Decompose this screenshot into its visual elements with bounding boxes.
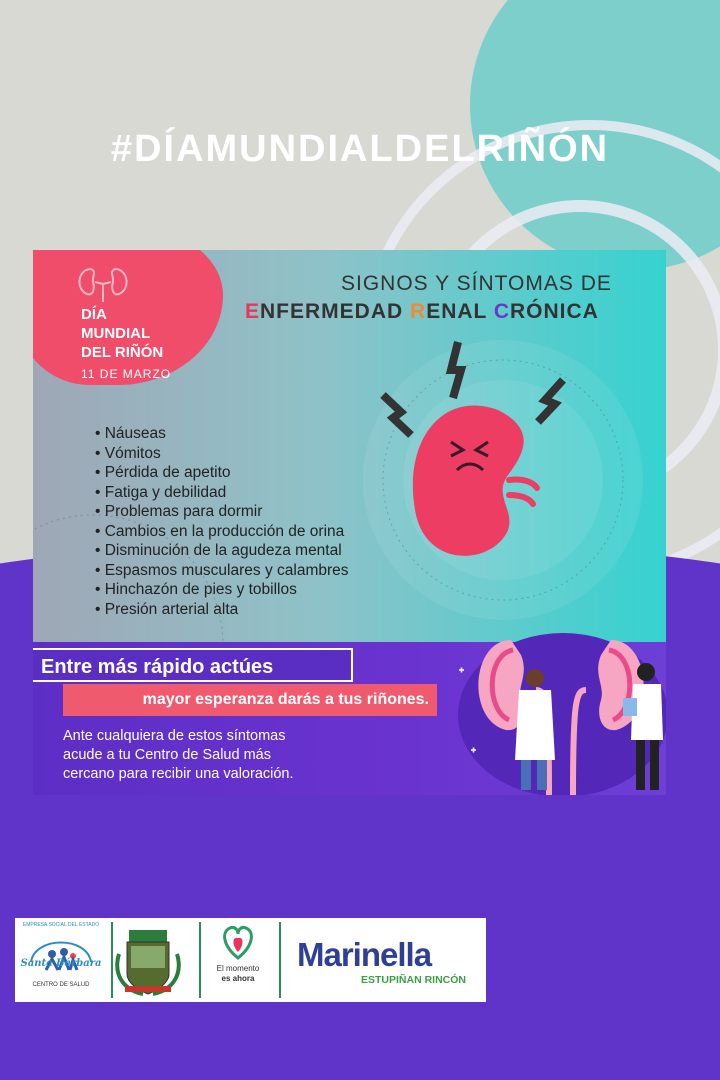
symptoms-list	[95, 424, 349, 619]
title-letter-r: R	[410, 300, 427, 323]
day-badge	[81, 305, 171, 384]
title-word-renal: ENAL	[426, 300, 494, 323]
cta-line-3: cercano para recibir una valoración.	[63, 766, 294, 782]
badge-line-1: DÍA	[81, 306, 107, 323]
momento-line-1: El momento	[216, 964, 260, 973]
title-line-1: SIGNOS Y SÍNTOMAS DE	[341, 272, 612, 295]
hashtag-title: #DÍAMUNDIALDELRIÑÓN	[110, 128, 610, 170]
title-word-cronica: RÓNICA	[509, 300, 599, 323]
list-item: • Hinchazón de pies y tobillos	[95, 580, 349, 600]
list-item: • Pérdida de apetito	[95, 463, 349, 483]
badge-line-3: DEL RIÑÓN	[81, 344, 164, 361]
cta-line-1: Ante cualquiera de estos síntomas	[63, 728, 286, 744]
list-item: • Vómitos	[95, 444, 349, 464]
title-letter-c: C	[493, 300, 510, 323]
title-word-enfermedad: NFERMEDAD	[260, 300, 411, 323]
list-item: • Presión arterial alta	[95, 600, 349, 620]
list-item: • Náuseas	[95, 424, 349, 444]
list-item: • Fatiga y debilidad	[95, 483, 349, 503]
heart-leaf-logo	[221, 924, 255, 960]
badge-date: 11 DE MARZO	[81, 367, 172, 381]
santa-barbara-sub: CENTRO DE SALUD	[32, 982, 90, 988]
santa-barbara-name: Santa Bárbara	[20, 958, 102, 969]
doctors-illustration	[451, 620, 666, 795]
badge-line-2: MUNDIAL	[81, 325, 151, 342]
logo-divider	[279, 922, 281, 998]
marinella-wordmark: Marinella	[297, 936, 432, 973]
logo-divider	[199, 922, 201, 998]
list-item: • Cambios en la producción de orina	[95, 522, 349, 542]
banner-secondary: mayor esperanza darás a tus riñones.	[63, 684, 437, 716]
kidneys-outline-icon	[73, 264, 133, 304]
call-to-action-text	[63, 727, 294, 784]
cta-line-2: acude a tu Centro de Salud más	[63, 747, 271, 763]
list-item: • Espasmos musculares y calambres	[95, 561, 349, 581]
santa-barbara-top: EMPRESA SOCIAL DEL ESTADO	[22, 922, 100, 928]
sick-kidney-illustration	[323, 330, 623, 570]
list-item: • Disminución de la agudeza mental	[95, 541, 349, 561]
title-letter-e: E	[245, 300, 261, 323]
estupinan-wordmark: ESTUPIÑAN RINCÓN	[361, 974, 467, 986]
municipal-crest-logo	[113, 924, 183, 998]
list-item: • Problemas para dormir	[95, 502, 349, 522]
momento-line-2: es ahora	[221, 974, 255, 983]
banner-primary: Entre más rápido actúes	[33, 648, 353, 682]
sponsor-logos-strip	[15, 918, 486, 1002]
poster-card	[33, 250, 666, 795]
crest-label: SANTA BARBARA	[129, 924, 167, 929]
title-line-2	[245, 300, 599, 324]
